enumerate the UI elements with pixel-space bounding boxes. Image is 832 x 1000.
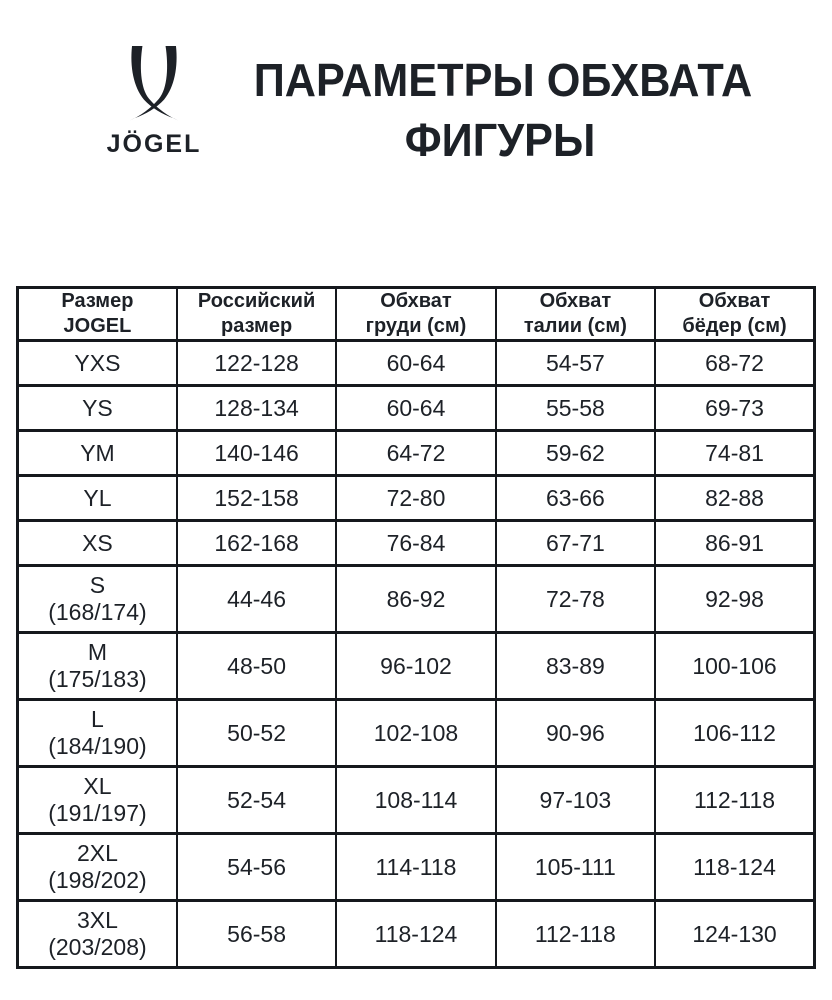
hips-cell: 92-98	[655, 566, 814, 633]
russian-size-cell: 162-168	[177, 521, 336, 566]
header-row	[18, 288, 815, 341]
column-header-line: Размер	[61, 290, 134, 312]
size-label: L	[91, 706, 104, 732]
russian-size-cell: 44-46	[177, 566, 336, 633]
waist-cell: 72-78	[496, 566, 655, 633]
hips-cell: 82-88	[655, 476, 814, 521]
hips-cell: 124-130	[655, 901, 814, 968]
size-height-note: (184/190)	[48, 733, 147, 759]
table-row	[18, 431, 815, 476]
table-row	[18, 901, 815, 968]
table-row	[18, 767, 815, 834]
waist-cell: 67-71	[496, 521, 655, 566]
waist-cell: 59-62	[496, 431, 655, 476]
size-height-note: (198/202)	[48, 867, 147, 893]
size-cell	[18, 767, 177, 834]
column-header-line: Обхват	[380, 290, 452, 312]
column-header-hips	[655, 288, 814, 341]
chest-cell: 86-92	[336, 566, 495, 633]
waist-cell: 112-118	[496, 901, 655, 968]
hips-cell: 74-81	[655, 431, 814, 476]
hips-cell: 86-91	[655, 521, 814, 566]
size-cell	[18, 901, 177, 968]
waist-cell: 90-96	[496, 700, 655, 767]
russian-size-cell: 152-158	[177, 476, 336, 521]
size-cell	[18, 633, 177, 700]
size-label: XS	[82, 529, 113, 556]
size-cell	[18, 521, 177, 566]
column-header-line: Российский	[197, 290, 316, 312]
russian-size-cell: 56-58	[177, 901, 336, 968]
size-cell	[18, 566, 177, 633]
chest-cell: 96-102	[336, 633, 495, 700]
column-header-chest	[336, 288, 495, 341]
size-chart-table	[16, 286, 816, 969]
column-header-line: JOGEL	[63, 315, 132, 337]
hips-cell: 106-112	[655, 700, 814, 767]
chest-cell: 60-64	[336, 341, 495, 386]
brand-logo	[96, 46, 212, 159]
column-header-line: талии (см)	[523, 315, 627, 337]
russian-size-cell: 52-54	[177, 767, 336, 834]
chest-cell: 102-108	[336, 700, 495, 767]
size-label: M	[87, 639, 108, 665]
size-table-header	[18, 288, 815, 341]
size-cell	[18, 700, 177, 767]
hips-cell: 68-72	[655, 341, 814, 386]
hips-cell: 69-73	[655, 386, 814, 431]
size-label: YL	[83, 484, 112, 511]
column-header-line: бёдер (см)	[682, 315, 787, 337]
brand-wordmark: JÖGEL	[106, 130, 202, 158]
table-row	[18, 341, 815, 386]
waist-cell: 105-111	[496, 834, 655, 901]
size-label: S	[89, 572, 106, 598]
hips-cell: 118-124	[655, 834, 814, 901]
column-header-line: Обхват	[539, 290, 612, 312]
waist-cell: 63-66	[496, 476, 655, 521]
page-title	[238, 50, 762, 170]
waist-cell: 54-57	[496, 341, 655, 386]
size-label: YM	[80, 439, 115, 466]
size-cell	[18, 341, 177, 386]
size-label: YXS	[74, 349, 121, 376]
hips-cell: 112-118	[655, 767, 814, 834]
waist-cell: 83-89	[496, 633, 655, 700]
russian-size-cell: 122-128	[177, 341, 336, 386]
chest-cell: 72-80	[336, 476, 495, 521]
size-label: YS	[82, 394, 113, 421]
russian-size-cell: 50-52	[177, 700, 336, 767]
size-height-note: (191/197)	[48, 800, 147, 826]
size-label: XL	[83, 773, 112, 799]
size-cell	[18, 431, 177, 476]
size-height-note: (175/183)	[48, 666, 147, 692]
chest-cell: 64-72	[336, 431, 495, 476]
size-height-note: (203/208)	[48, 934, 147, 960]
size-cell	[18, 834, 177, 901]
table-row	[18, 521, 815, 566]
column-header-russian-size	[177, 288, 336, 341]
table-row	[18, 834, 815, 901]
page-title-line2: ФИГУРЫ	[404, 114, 596, 166]
size-height-note: (168/174)	[48, 599, 147, 625]
table-row	[18, 476, 815, 521]
table-row	[18, 386, 815, 431]
jogel-logo-icon	[129, 46, 179, 122]
chest-cell: 76-84	[336, 521, 495, 566]
column-header-waist	[496, 288, 655, 341]
column-header-jogel-size	[18, 288, 177, 341]
page-title-line1: ПАРАМЕТРЫ ОБХВАТА	[253, 54, 753, 106]
russian-size-cell: 48-50	[177, 633, 336, 700]
column-header-line: размер	[221, 315, 293, 337]
size-label: 3XL	[76, 907, 118, 933]
waist-cell: 55-58	[496, 386, 655, 431]
russian-size-cell: 54-56	[177, 834, 336, 901]
table-row	[18, 633, 815, 700]
chest-cell: 118-124	[336, 901, 495, 968]
size-cell	[18, 476, 177, 521]
waist-cell: 97-103	[496, 767, 655, 834]
table-row	[18, 700, 815, 767]
hips-cell: 100-106	[655, 633, 814, 700]
russian-size-cell: 128-134	[177, 386, 336, 431]
column-header-line: Обхват	[698, 290, 771, 312]
chest-cell: 60-64	[336, 386, 495, 431]
size-table-body	[18, 341, 815, 968]
column-header-line: груди (см)	[365, 315, 467, 337]
russian-size-cell: 140-146	[177, 431, 336, 476]
table-row	[18, 566, 815, 633]
chest-cell: 108-114	[336, 767, 495, 834]
chest-cell: 114-118	[336, 834, 495, 901]
size-cell	[18, 386, 177, 431]
size-label: 2XL	[76, 840, 118, 866]
